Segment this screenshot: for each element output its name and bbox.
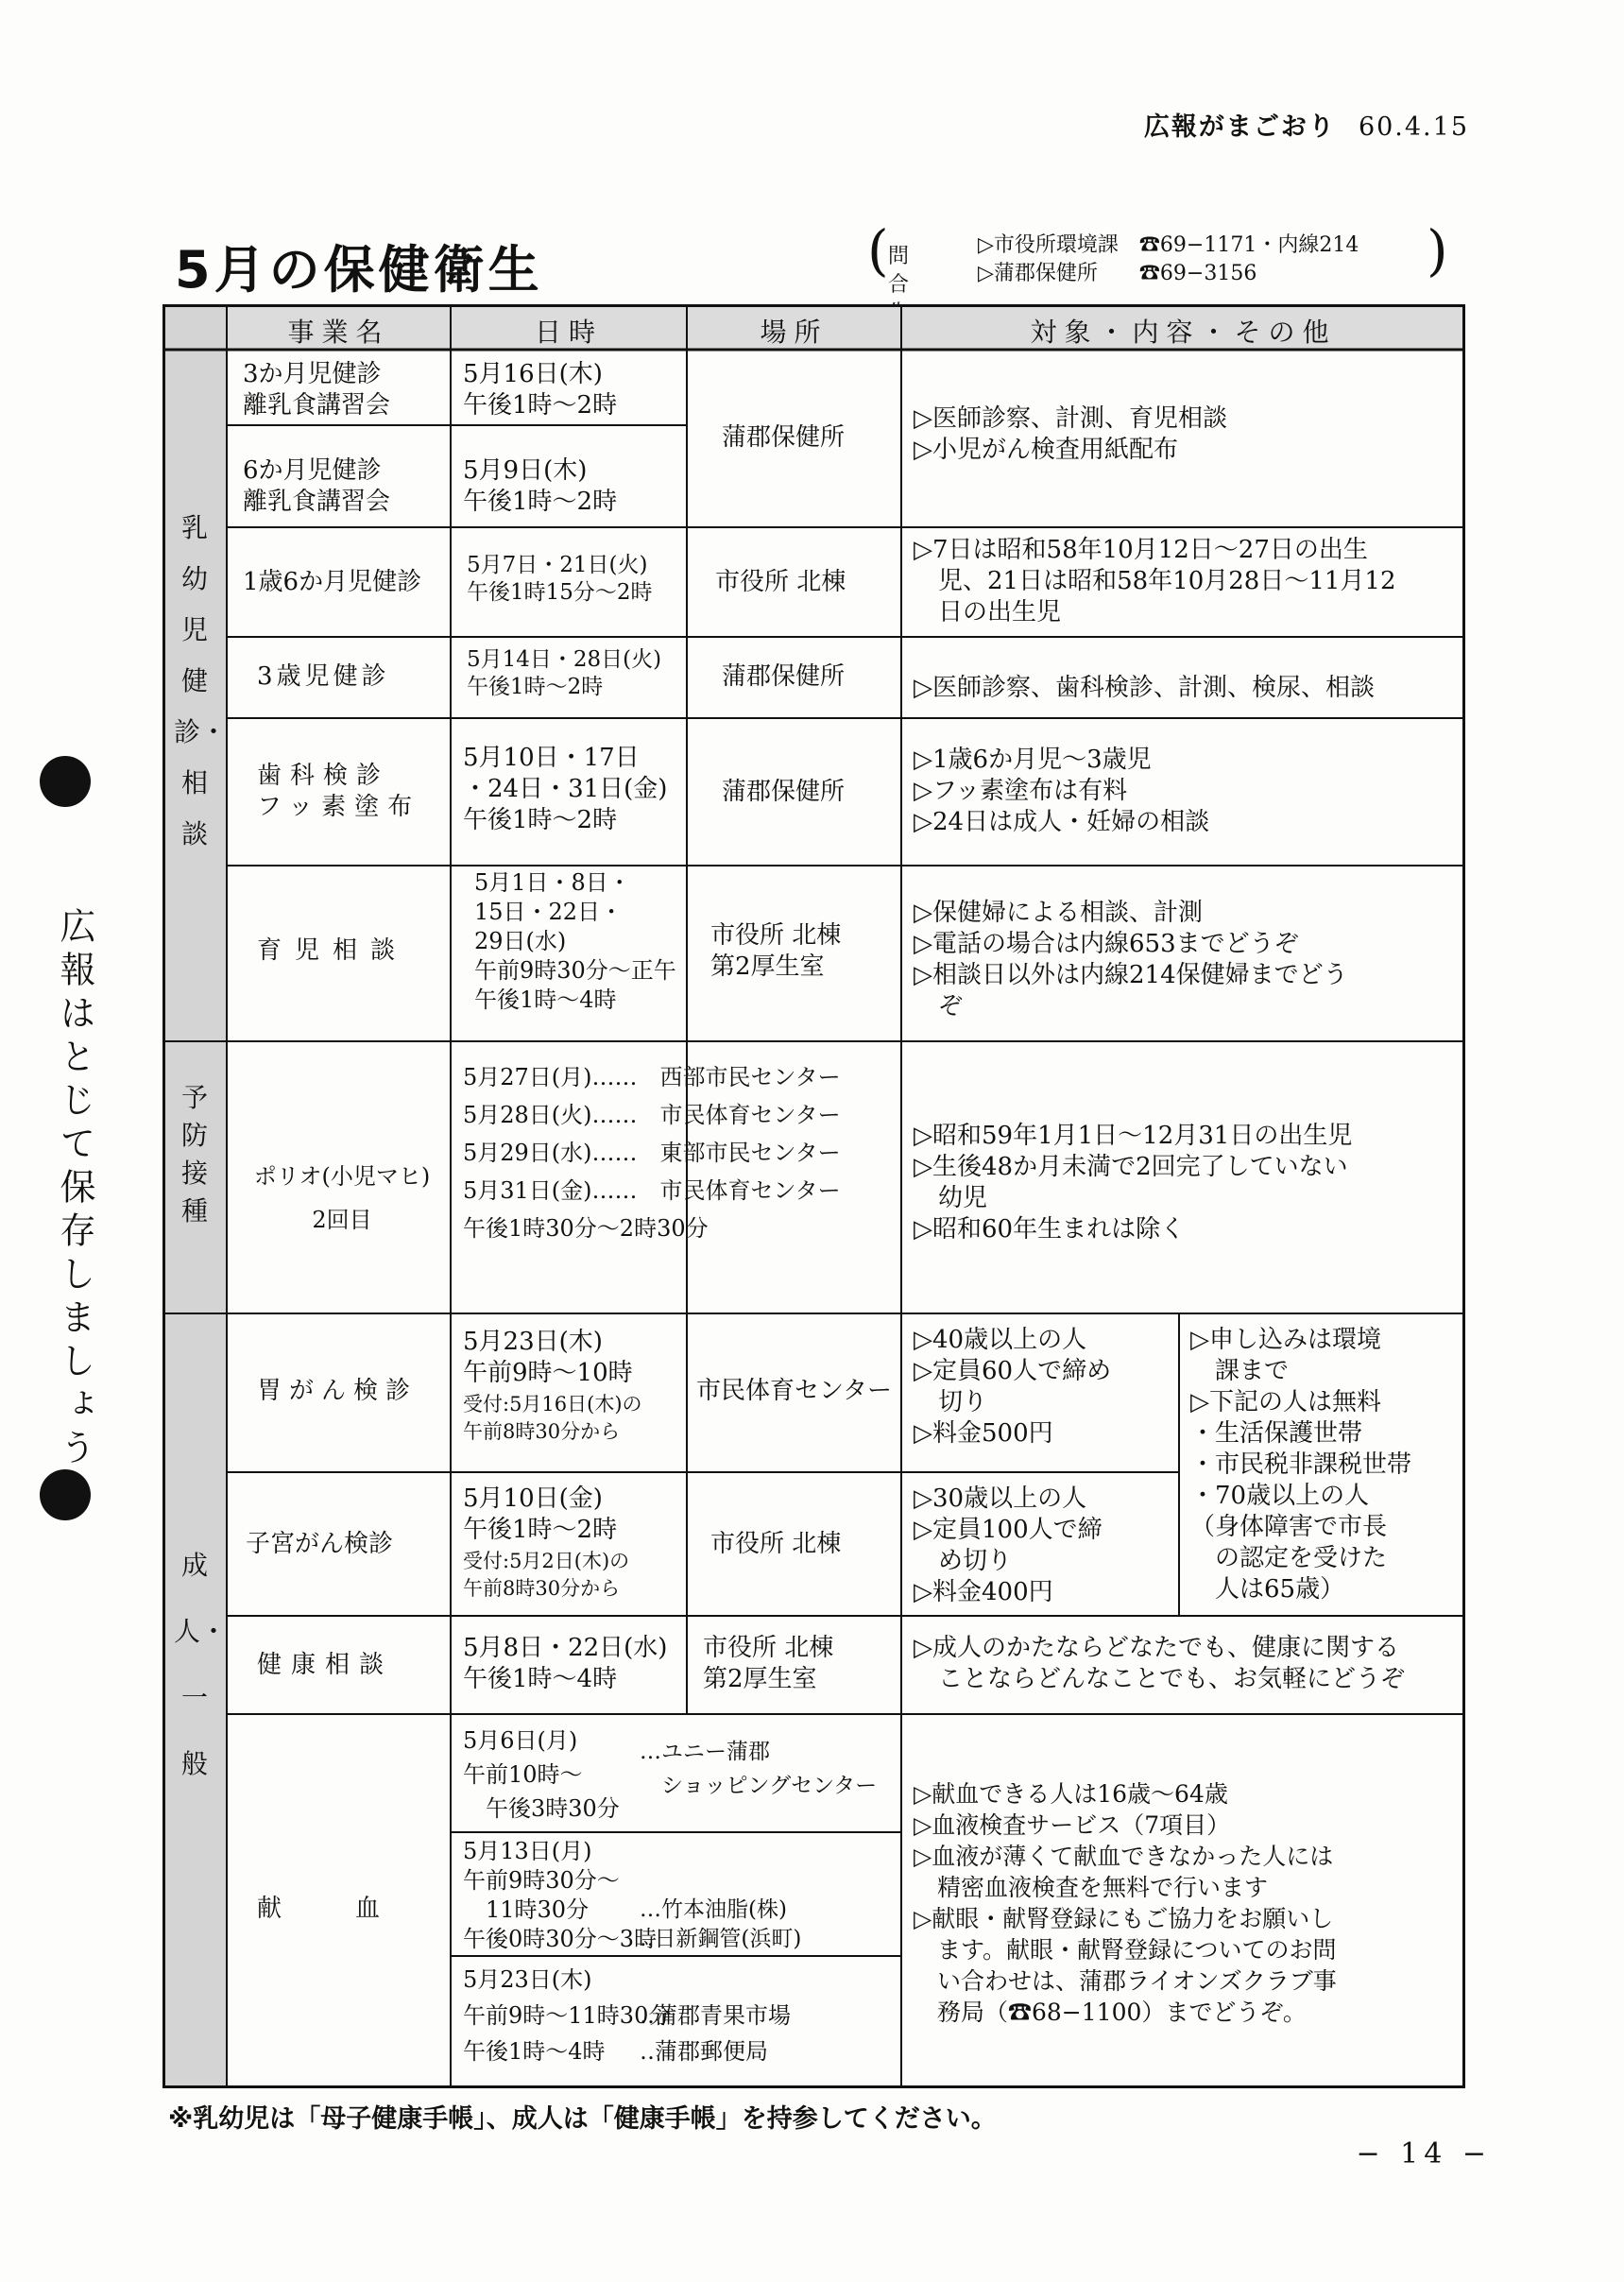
col-header-place: 場所	[760, 317, 829, 348]
row-18mo-name: 1歳6か月児健診	[243, 568, 422, 596]
row-cancer-shared-detail: ▷申し込みは環境 課まで ▷下記の人は無料 ・生活保護世帯 ・市民税非課税世帯 ・70歳以上の人 （身体障害で市長 の認定を受けた 人は65歳）	[1190, 1326, 1412, 1604]
row-stomach-place: 市民体育センター	[696, 1377, 892, 1405]
row-3mo-place: 蒲郡保健所	[722, 423, 846, 452]
row-childcare-place: 市役所 北棟 第2厚生室	[710, 921, 842, 981]
schedule-table	[162, 304, 1465, 2088]
row-3yr-name: 3歳児健診	[257, 662, 390, 691]
contact-line-2: ▷蒲郡保健所 ☎69−3156	[978, 262, 1257, 285]
row-consult-detail: ▷成人のかたならどなたでも、健康に関する ことならどんなことでも、お気軽にどうぞ	[914, 1634, 1406, 1693]
issue-date: 60.4.15	[1358, 112, 1469, 142]
row-uterine-name: 子宮がん検診	[246, 1530, 394, 1558]
row-blood-place-2: …竹本油脂(株) ‥日新鋼管(浜町)	[640, 1897, 802, 1951]
side-note: 広報はとじて保存しましょう	[54, 907, 95, 1472]
row-18mo-detail: ▷7日は昭和58年10月12日〜27日の出生 児、21日は昭和58年10月28日〜11月12 日の出生児	[914, 536, 1396, 626]
row-stomach-date-note: 受付:5月16日(木)の 午前8時30分から	[463, 1393, 642, 1443]
category-adult: 成人・一般	[174, 1550, 228, 1779]
row-blood-place-3: ‥蒲郡青果市場 ‥蒲郡郵便局	[640, 2002, 792, 2065]
row-stomach-detail: ▷40歳以上の人 ▷定員60人で締め 切り ▷料金500円	[914, 1326, 1112, 1448]
page-title: 5月の保健衛生	[175, 240, 543, 300]
row-uterine-date-note: 受付:5月2日(木)の 午前8時30分から	[463, 1550, 630, 1600]
row-3mo-detail: ▷医師診察、計測、育児相談 ▷小児がん検査用紙配布	[914, 404, 1227, 464]
col-header-name: 事業名	[287, 317, 390, 348]
row-6mo-date: 5月9日(木) 午後1時〜2時	[463, 456, 618, 516]
row-consult-date: 5月8日・22日(水) 午後1時〜4時	[463, 1634, 668, 1693]
row-childcare-date: 5月1日・8日・ 15日・22日・ 29日(水) 午前9時30分〜正午 午後1時〜4時	[474, 869, 676, 1013]
col-header-datetime: 日時	[534, 317, 603, 348]
row-stomach-name: 胃がん検診	[257, 1377, 419, 1405]
page-header	[1144, 106, 1469, 143]
col-header-detail: 対象・内容・その他	[1030, 317, 1337, 348]
binder-hole-2	[40, 1469, 91, 1520]
row-consult-name: 健康相談	[257, 1651, 394, 1679]
row-dental-date: 5月10日・17日 ・24日・31日(金) 午後1時〜2時	[463, 744, 668, 834]
row-dental-name: 歯科検診 フッ素塗布	[257, 762, 421, 821]
page-number: − 14 −	[1356, 2137, 1492, 2170]
row-uterine-detail: ▷30歳以上の人 ▷定員100人で締 め切り ▷料金400円	[914, 1484, 1103, 1606]
row-3mo-name: 3か月児健診 離乳食講習会	[243, 360, 391, 420]
row-6mo-name: 6か月児健診 離乳食講習会	[243, 456, 391, 516]
row-stomach-date: 5月23日(木) 午前9時〜10時	[463, 1328, 633, 1387]
row-blood-date-3: 5月23日(木) 午前9時〜11時30分 午後1時〜4時	[463, 1966, 672, 2065]
row-uterine-date: 5月10日(金) 午後1時〜2時	[463, 1484, 618, 1544]
row-blood-detail: ▷献血できる人は16歳〜64歳 ▷血液検査サービス（7項目） ▷血液が薄くて献血できなかった人には 精密血液検査を無料で行います ▷献眼・献腎登録にもご協力をお願いし ます。献眼・献腎登録についてのお問 い合わせは、蒲郡ライオンズクラブ事 務局（☎68−1100）までどうぞ。	[914, 1780, 1337, 2026]
category-infant: 乳幼児健診・相談	[174, 512, 228, 849]
row-3yr-place: 蒲郡保健所	[722, 662, 846, 691]
row-blood-date-1: 5月6日(月) 午前10時〜 午後3時30分	[463, 1727, 620, 1822]
row-uterine-place: 市役所 北棟	[710, 1530, 842, 1558]
row-3yr-date: 5月14日・28日(火) 午後1時〜2時	[467, 647, 662, 699]
row-dental-place: 蒲郡保健所	[722, 778, 846, 806]
row-blood-date-2: 5月13日(月) 午前9時30分〜 11時30分 午後0時30分〜3時	[463, 1838, 658, 1952]
row-childcare-detail: ▷保健婦による相談、計測 ▷電話の場合は内線653までどうぞ ▷相談日以外は内線214保健婦までどう ぞ	[914, 899, 1348, 1021]
footnote: ※乳幼児は「母子健康手帳」、成人は「健康手帳」を持参してください。	[168, 2104, 997, 2134]
row-3mo-date: 5月16日(木) 午後1時〜2時	[463, 360, 618, 420]
row-18mo-date: 5月7日・21日(火) 午後1時15分〜2時	[467, 553, 653, 605]
row-polio-date: 5月27日(月)…… 西部市民センター 5月28日(火)…… 市民体育センター 5月29日(水)…… 東部市民センター 5月31日(金)…… 市民体育センター 午後1時30分〜2時30分	[463, 1064, 841, 1242]
row-consult-place: 市役所 北棟 第2厚生室	[703, 1634, 834, 1693]
contact-label: 問合	[888, 245, 910, 297]
row-dental-detail: ▷1歳6か月児〜3歳児 ▷フッ素塗布は有料 ▷24日は成人・妊婦の相談	[914, 746, 1210, 836]
row-childcare-name: 育児相談	[257, 936, 409, 965]
category-vaccination: 予防接種	[180, 1082, 208, 1227]
row-18mo-place: 市役所 北棟	[715, 568, 846, 596]
row-polio-name: ポリオ(小児マヒ) 2回目	[253, 1163, 431, 1233]
row-3yr-detail: ▷医師診察、歯科検診、計測、検尿、相談	[914, 674, 1375, 702]
binder-hole-1	[40, 756, 91, 807]
row-polio-detail: ▷昭和59年1月1日〜12月31日の出生児 ▷生後48か月未満で2回完了していない 幼児 ▷昭和60年生まれは除く	[914, 1122, 1353, 1244]
row-blood-name: 献 血	[257, 1895, 381, 1923]
contact-line-1: ▷市役所環境課 ☎69−1171・内線214	[978, 233, 1359, 257]
publication-name: 広報がまごおり	[1143, 112, 1336, 142]
row-blood-place-1: …ユニー蒲郡 ショッピングセンター	[640, 1740, 878, 1798]
